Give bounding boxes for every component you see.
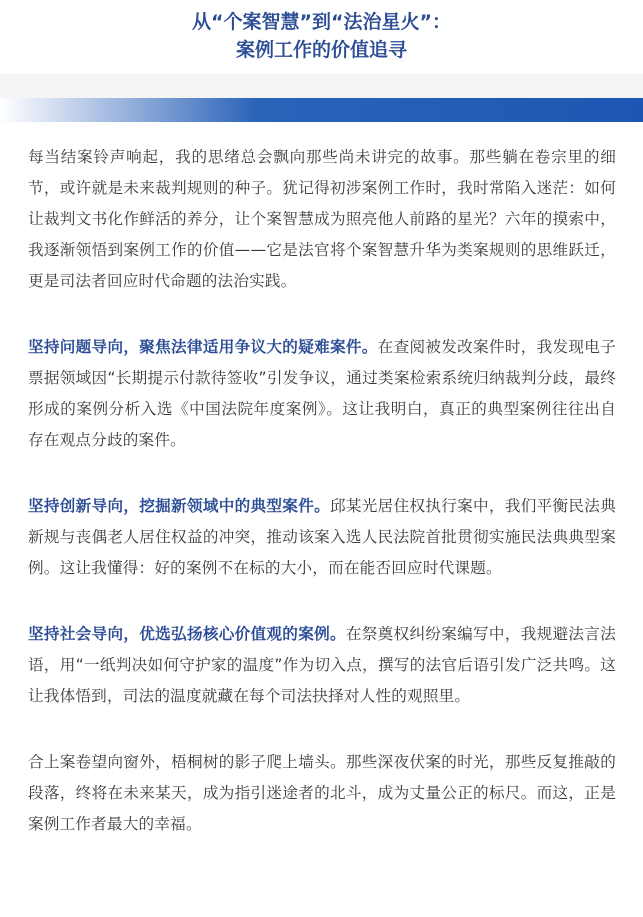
page-title-line-2: 案例工作的价值追寻 — [235, 39, 407, 61]
paragraph-lead-society: 坚持社会导向，优选弘扬核心价值观的案例。 — [28, 625, 346, 643]
paragraph-body-problem: 在查阅被发改案件时，我发现电子票据领域因“长期提示付款待签收”引发争议，通过类案检索系统归纳裁判分歧，最终形成的案例分析入选《中国法院年度案例》。这让我明白，真正的典型案例往往出自存在观点分歧的案件。 — [28, 338, 616, 449]
paragraph-closing: 合上案卷望向窗外，梧桐树的影子爬上墙头。那些深夜伏案的时光，那些反复推敲的段落，终将在未来某天，成为指引迷途者的北斗，成为丈量公正的标尺。而这，正是案例工作者最大的幸福。 — [28, 753, 616, 833]
paragraph-body-society: 在祭奠权纠纷案编写中，我规避法言法语，用“一纸判决如何守护家的温度”作为切入点，撰写的法官后语引发广泛共鸣。这让我体悟到，司法的温度就藏在每个司法抉择对人性的观照里。 — [28, 625, 616, 705]
paragraph-society-oriented — [28, 619, 616, 712]
title-gap — [0, 74, 643, 98]
paragraph-problem-oriented — [28, 332, 616, 456]
paragraph-body-innovation: 邱某光居住权执行案中，我们平衡民法典新规与丧偶老人居住权益的冲突，推动该案入选人民法院首批贯彻实施民法典典型案例。这让我懂得：好的案例不在标的大小，而在能否回应时代课题。 — [28, 497, 616, 577]
title-card — [0, 0, 643, 74]
paragraph-lead-problem: 坚持问题导向，聚焦法律适用争议大的疑难案件。 — [28, 338, 378, 356]
decorative-blue-bar — [0, 98, 643, 122]
paragraph-lead-innovation: 坚持创新导向，挖掘新领域中的典型案件。 — [28, 497, 330, 515]
paragraph-intro: 每当结案铃声响起，我的思绪总会飘向那些尚未讲完的故事。那些躺在卷宗里的细节，或许就是未来裁判规则的种子。犹记得初涉案例工作时，我时常陷入迷茫：如何让裁判文书化作鲜活的养分，让个案智慧成为照亮他人前路的星光？六年的摸索中，我逐渐领悟到案例工作的价值——它是法官将个案智慧升华为类案规则的思维跃迁，更是司法者回应时代命题的法治实践。 — [28, 148, 616, 290]
article-body — [28, 142, 616, 840]
paragraph-innovation-oriented — [28, 491, 616, 584]
page-title-line-1: 从“个案智慧”到“法治星火”： — [192, 11, 451, 33]
